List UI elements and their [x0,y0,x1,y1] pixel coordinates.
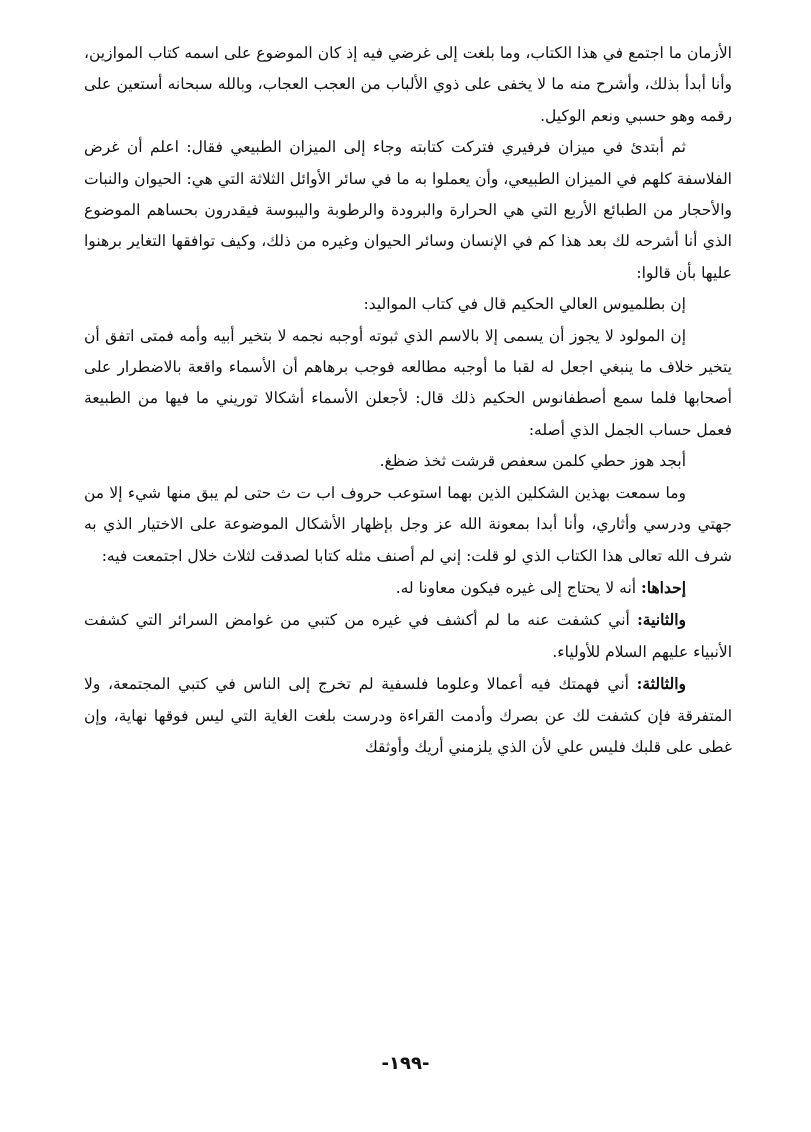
page-number: -١٩٩- [381,1053,430,1074]
paragraph-2: ثم أبتدئ في ميزان فرفيري فتركت كتابته وجاء إلى الميزان الطبيعي فقال: اعلم أن غرض الفلاسفة كلهم في الميزان الطبيعي، وأن يعملوا به ما في سائر الأوائل الثلاثة التي هي: الحيوان والنبات والأحجار من الطبائع الأربع التي هي الحرارة والبرودة والرطوبة واليبوسة فيقدرون بحساهم الموضوع الذي أنا أشرحه لك بعد هذا كم في الإنسان وسائر الحيوان وغيره من ذلك، وكيف توافقها التغاير برهنوا عليها بأن قالوا: [84,138,732,282]
page-body [84,38,732,763]
paragraph-9-text: أني فهمتك فيه أعمالا وعلوما فلسفية لم تخرج إلى الناس في كتبي المجتمعة، ولا المتفرقة فإن كشفت لك عن بصرك وأدمت القراءة ودرست بلغت الغاية التي ليس فوقها نهاية، وإن غطى على قلبك فليس علي لأن الذي يلزمني أريك وأوثقك [84,675,732,756]
paragraph-7-text: أنه لا يحتاج إلى غيره فيكون معاونا له. [395,578,637,597]
paragraph-7 [84,572,732,604]
paragraph-9 [84,668,732,763]
paragraph-9-label: والثالثة: [636,674,686,694]
paragraph-8-label: والثانية: [637,610,687,630]
paragraph-6: وما سمعت بهذين الشكلين الذين بهما استوعب حروف اب ت ث حتى لم يبق منها شيء إلا من جهتي ودرسي وأثاري، وأنا أبدا بمعونة الله عز وجل بإظهار الأشكال الموضوعة على الاختيار الذي به شرف الله تعالى هذا الكتاب الذي لو قلت: إني لم أصنف مثله كتابا لصدقت لثلاث خلال اجتمعت فيه: [84,483,732,565]
paragraph-1: الأزمان ما اجتمع في هذا الكتاب، وما بلغت إلى غرضي فيه إذ كان الموضوع على اسمه كتاب الموازين، وأنا أبدأ بذلك، وأشرح منه ما لا يخفى على ذوي الألباب من العجب العجاب، وبالله سبحانه أستعين على رقمه وهو حسبي ونعم الوكيل. [84,44,732,125]
paragraph-5: أبجد هوز حطي كلمن سعفص قرشت ثخذ ضظغ. [379,452,686,471]
paragraph-7-label: إحداها: [641,577,686,597]
paragraph-8 [84,604,732,668]
paragraph-3: إن بطلميوس العالي الحكيم قال في كتاب المواليد: [363,295,686,314]
paragraph-8-text: أني كشفت عنه ما لم أكشف في غيره من كتبي من غوامض السرائر التي كشفت الأنبياء عليهم السلام للأولياء. [84,611,732,661]
paragraph-4: إن المولود لا يجوز أن يسمى إلا بالاسم الذي ثبوته أوجبه نجمه لا بتخير أبيه وأمه فمتى اتفق أن يتخير خلاف ما ينبغي اجعل له لقبا ما أوجبه مطالعه فوجب برهاهم أن الأسماء واقعة بالاضطرار على أصحابها فلما سمع أصطفانوس الحكيم ذلك قال: لأجعلن الأسماء أشكالا توريني ما فيها من الطبيعة فعمل حساب الجمل الذي أصله: [84,326,732,439]
